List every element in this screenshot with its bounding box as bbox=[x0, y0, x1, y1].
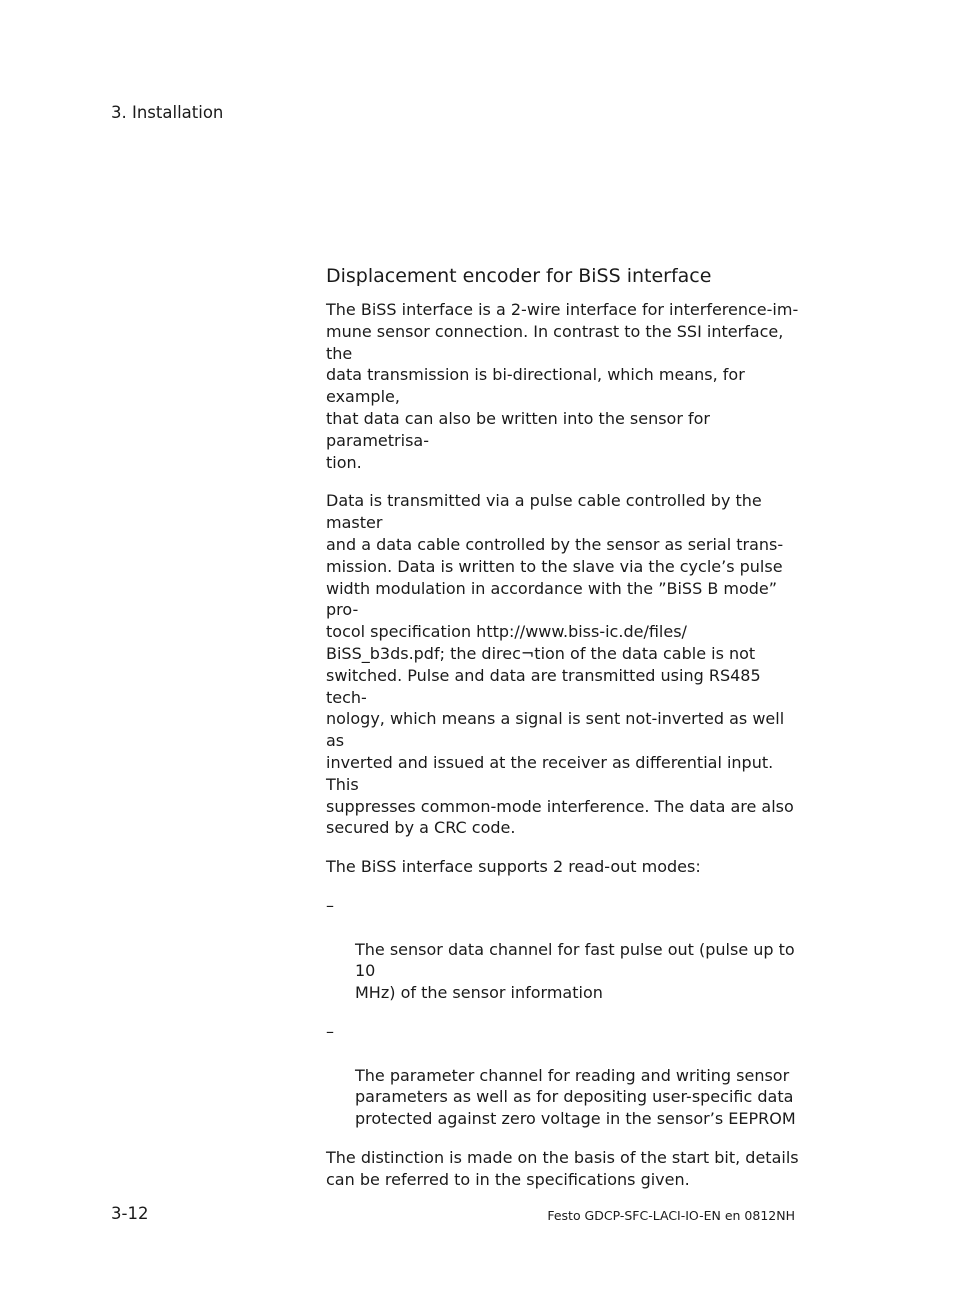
paragraph-closing: The distinction is made on the basis of the start bit, details can be referred to in the specifications given. bbox=[326, 1147, 799, 1189]
paragraph-modes-intro: The BiSS interface supports 2 read-out modes: bbox=[326, 857, 701, 877]
paragraph-transmission: Data is transmitted via a pulse cable controlled by the master and a data cable controlled by the sensor as serial trans- mission. Data is written to the slave via the cycle’s pulse width modulation in accordance with the ”BiSS B mode” pro- tocol specification http://www.biss-ic.de/files/ BiSS_b3ds.pdf; the direc¬tion of the data cable is not switched. Pulse and data are transmitted using RS485 tech- nology, which means a signal is sent not-inverted as well as inverted and issued at the receiver as differential input. This suppresses common-mode interference. The data are also secured by a CRC code. bbox=[326, 491, 794, 838]
list-item-text: The sensor data channel for fast pulse out (pulse up to 10 MHz) of the sensor information bbox=[355, 939, 795, 1003]
list-item bbox=[326, 1021, 804, 1130]
list-item-text: The parameter channel for reading and writing sensor parameters as well as for depositing user-specific data protected against zero voltage in the sensor’s EEPROM bbox=[355, 1065, 796, 1129]
list-item bbox=[326, 895, 804, 1004]
section-heading: Displacement encoder for BiSS interface bbox=[326, 265, 712, 287]
bullet-dash: – bbox=[326, 1021, 334, 1041]
running-head-section: 3. Installation bbox=[111, 103, 224, 122]
page-number: 3-12 bbox=[111, 1204, 149, 1223]
paragraph-intro: The BiSS interface is a 2-wire interface for interference-im- mune sensor connection. In contrast to the SSI interface, the data transmission is bi-directional, which means, for example, that data can also be written into the sensor for parametrisa- tion. bbox=[326, 300, 799, 472]
document-id: Festo GDCP-SFC-LACI-IO-EN en 0812NH bbox=[547, 1208, 795, 1223]
bullet-dash: – bbox=[326, 895, 334, 915]
main-content bbox=[326, 263, 804, 1207]
